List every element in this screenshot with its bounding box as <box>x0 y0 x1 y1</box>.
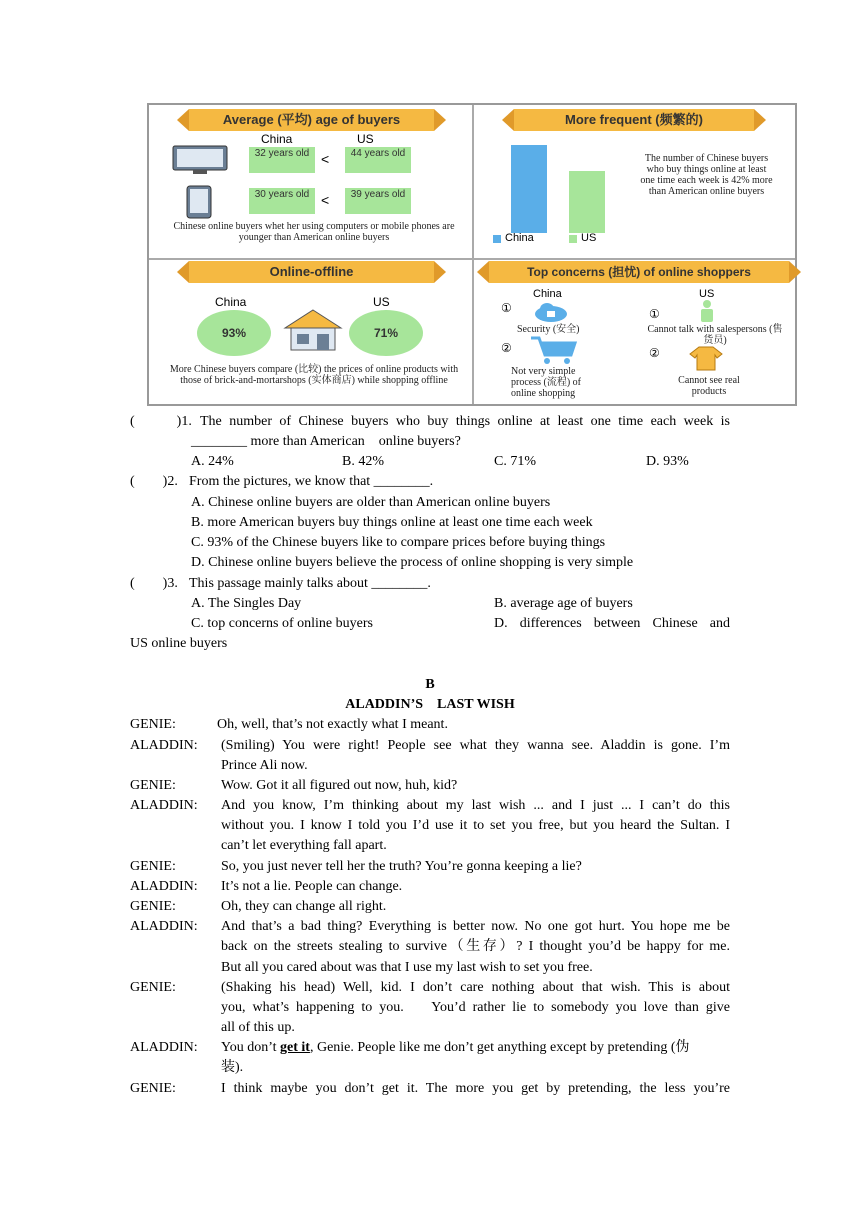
less-than: < <box>321 192 330 208</box>
legend-china: China <box>505 232 534 244</box>
section-letter: B <box>425 677 435 692</box>
divider <box>472 105 474 404</box>
q1-option-b: B. 42% <box>342 454 384 469</box>
q3-option-c: C. top concerns of online buyers <box>191 616 373 631</box>
dialogue-line: I think maybe you don’t get it. The more you get by pretending, the less you’re <box>221 1081 730 1096</box>
speaker-genie: GENIE: <box>130 778 176 793</box>
panel3-caption: More Chinese buyers compare (比较) the prices of online products with those of brick-and-mortarshops (实体商店) while shopping offline <box>169 364 459 386</box>
panel-title-average-age: Average (平均) age of buyers <box>189 109 434 131</box>
computer-us-age: 44 years old <box>345 147 411 173</box>
bar-china <box>511 145 547 233</box>
dialogue-line: (Shaking his head) Well, kid. I don’t care nothing about that wish. This is about <box>221 980 730 995</box>
speaker-aladdin: ALADDIN: <box>130 738 198 753</box>
q2-stem: From the pictures, we know that ________. <box>189 474 434 489</box>
dialogue-line: And that’s a bad thing? Everything is better now. No one got hurt. You hope me be <box>221 919 730 934</box>
dialogue-line: you, what’s happening to you. You’d rather lie to somebody you love than give <box>221 1000 730 1015</box>
dialogue-line: back on the streets stealing to survive（生存）? I thought you’d be happy for me. <box>221 939 730 954</box>
panel-title-top-concerns: Top concerns (担忧) of online shoppers <box>489 261 789 283</box>
panel1-caption: Chinese online buyers whet her using computers or mobile phones are younger than American online buyers <box>173 221 455 243</box>
china-concern-security: Security (安全) <box>517 324 580 335</box>
panel-title-more-frequent: More frequent (频繁的) <box>514 109 754 131</box>
dialogue-line: Prince Ali now. <box>221 758 308 773</box>
q1-stem-continued: ________ more than American online buyers? <box>191 434 461 449</box>
us-percentage: 71% <box>349 310 423 356</box>
q2-option-d: D. Chinese online buyers believe the process of online shopping is very simple <box>191 555 634 570</box>
q2-option-a: A. Chinese online buyers are older than American online buyers <box>191 495 551 510</box>
dialogue-text: You don’t <box>221 1040 281 1055</box>
label-china: China <box>215 295 247 309</box>
dialogue-text: , Genie. People like me don’t get anything except by pretending (伪 <box>309 1040 690 1055</box>
panel2-text: The number of Chinese buyers who buy things online at least one time each week is 42% more than American online buyers <box>640 153 773 197</box>
shop-house-icon <box>283 308 343 352</box>
q3-option-a: A. The Singles Day <box>191 596 302 611</box>
dialogue-line: So, you just never tell her the truth? You’re gonna keeping a lie? <box>221 859 582 874</box>
q1-prefix: ( )1. <box>130 414 192 429</box>
number-one: ① <box>649 307 660 321</box>
legend-us: US <box>581 232 597 244</box>
mobile-phone-icon <box>185 185 213 219</box>
phone-china-age: 30 years old <box>249 188 315 214</box>
q1-stem: The number of Chinese buyers who buy things online at least one time each week is <box>200 414 730 429</box>
less-than: < <box>321 151 330 167</box>
number-one: ① <box>501 301 512 315</box>
label-us: US <box>357 132 374 146</box>
dialogue-line <box>221 1038 730 1058</box>
speaker-genie: GENIE: <box>130 980 176 995</box>
label-us: US <box>373 295 390 309</box>
speaker-aladdin: ALADDIN: <box>130 798 198 813</box>
bar-us <box>569 171 605 233</box>
section-title: ALADDIN’S LAST WISH <box>345 697 515 712</box>
speaker-aladdin: ALADDIN: <box>130 919 198 934</box>
dialogue-line: without you. I know I told you I’d use it to set you free, but you heard the Sultan. I <box>221 818 730 833</box>
china-percentage: 93% <box>197 310 271 356</box>
speaker-genie: GENIE: <box>130 1081 176 1096</box>
computer-icon <box>169 145 231 177</box>
panel-title-online-offline: Online-offline <box>189 261 434 283</box>
q3-option-b: B. average age of buyers <box>494 596 633 611</box>
dialogue-line: Oh, they can change all right. <box>221 899 387 914</box>
us-concern-salespersons: Cannot talk with salespersons (售货员) <box>647 324 783 346</box>
label-china: China <box>261 132 293 146</box>
t-shirt-icon <box>689 345 723 371</box>
shopping-cart-icon <box>529 335 579 365</box>
q3-prefix: ( )3. <box>130 576 178 591</box>
dialogue-line: (Smiling) You were right! People see what they wanna see. Aladdin is gone. I’m <box>221 738 730 753</box>
salesperson-icon <box>697 299 717 323</box>
speaker-aladdin: ALADDIN: <box>130 1040 198 1055</box>
q3-stem: This passage mainly talks about ________. <box>189 576 431 591</box>
q2-option-c: C. 93% of the Chinese buyers like to compare prices before buying things <box>191 535 606 550</box>
infographic <box>147 103 797 406</box>
label-china: China <box>533 288 562 300</box>
q2-prefix: ( )2. <box>130 474 178 489</box>
divider <box>149 258 795 260</box>
us-concern-real-products: Cannot see real products <box>678 375 740 397</box>
dialogue-line: can’t let everything fall apart. <box>221 838 387 853</box>
dialogue-line: 装). <box>221 1060 244 1075</box>
speaker-aladdin: ALADDIN: <box>130 879 198 894</box>
q1-option-d: D. 93% <box>646 454 689 469</box>
dialogue-line: Oh, well, that’s not exactly what I meant. <box>217 717 448 732</box>
legend-china-swatch <box>493 235 501 243</box>
speaker-genie: GENIE: <box>130 859 176 874</box>
cloud-lock-icon <box>533 301 569 323</box>
dialogue-line: And you know, I’m thinking about my last wish ... and I just ... I can’t do this <box>221 798 730 813</box>
underlined-phrase: get it <box>280 1040 310 1055</box>
dialogue-line: Wow. Got it all figured out now, huh, kid? <box>221 778 458 793</box>
phone-us-age: 39 years old <box>345 188 411 214</box>
legend-us-swatch <box>569 235 577 243</box>
dialogue-line: But all you cared about was that I use my last wish to set you free. <box>221 960 593 975</box>
speaker-genie: GENIE: <box>130 717 176 732</box>
label-us: US <box>699 288 715 300</box>
q1-option-a: A. 24% <box>191 454 234 469</box>
number-two: ② <box>649 346 660 360</box>
q3-option-d: D. differences between Chinese and <box>494 616 730 631</box>
q1-option-c: C. 71% <box>494 454 536 469</box>
q2-option-b: B. more American buyers buy things online at least one time each week <box>191 515 593 530</box>
china-concern-process: Not very simple process (流程) of online shopping <box>511 366 581 399</box>
computer-china-age: 32 years old <box>249 147 315 173</box>
q3-option-d-continued: US online buyers <box>130 636 228 651</box>
dialogue-line: all of this up. <box>221 1020 295 1035</box>
speaker-genie: GENIE: <box>130 899 176 914</box>
number-two: ② <box>501 341 512 355</box>
dialogue-line: It’s not a lie. People can change. <box>221 879 403 894</box>
